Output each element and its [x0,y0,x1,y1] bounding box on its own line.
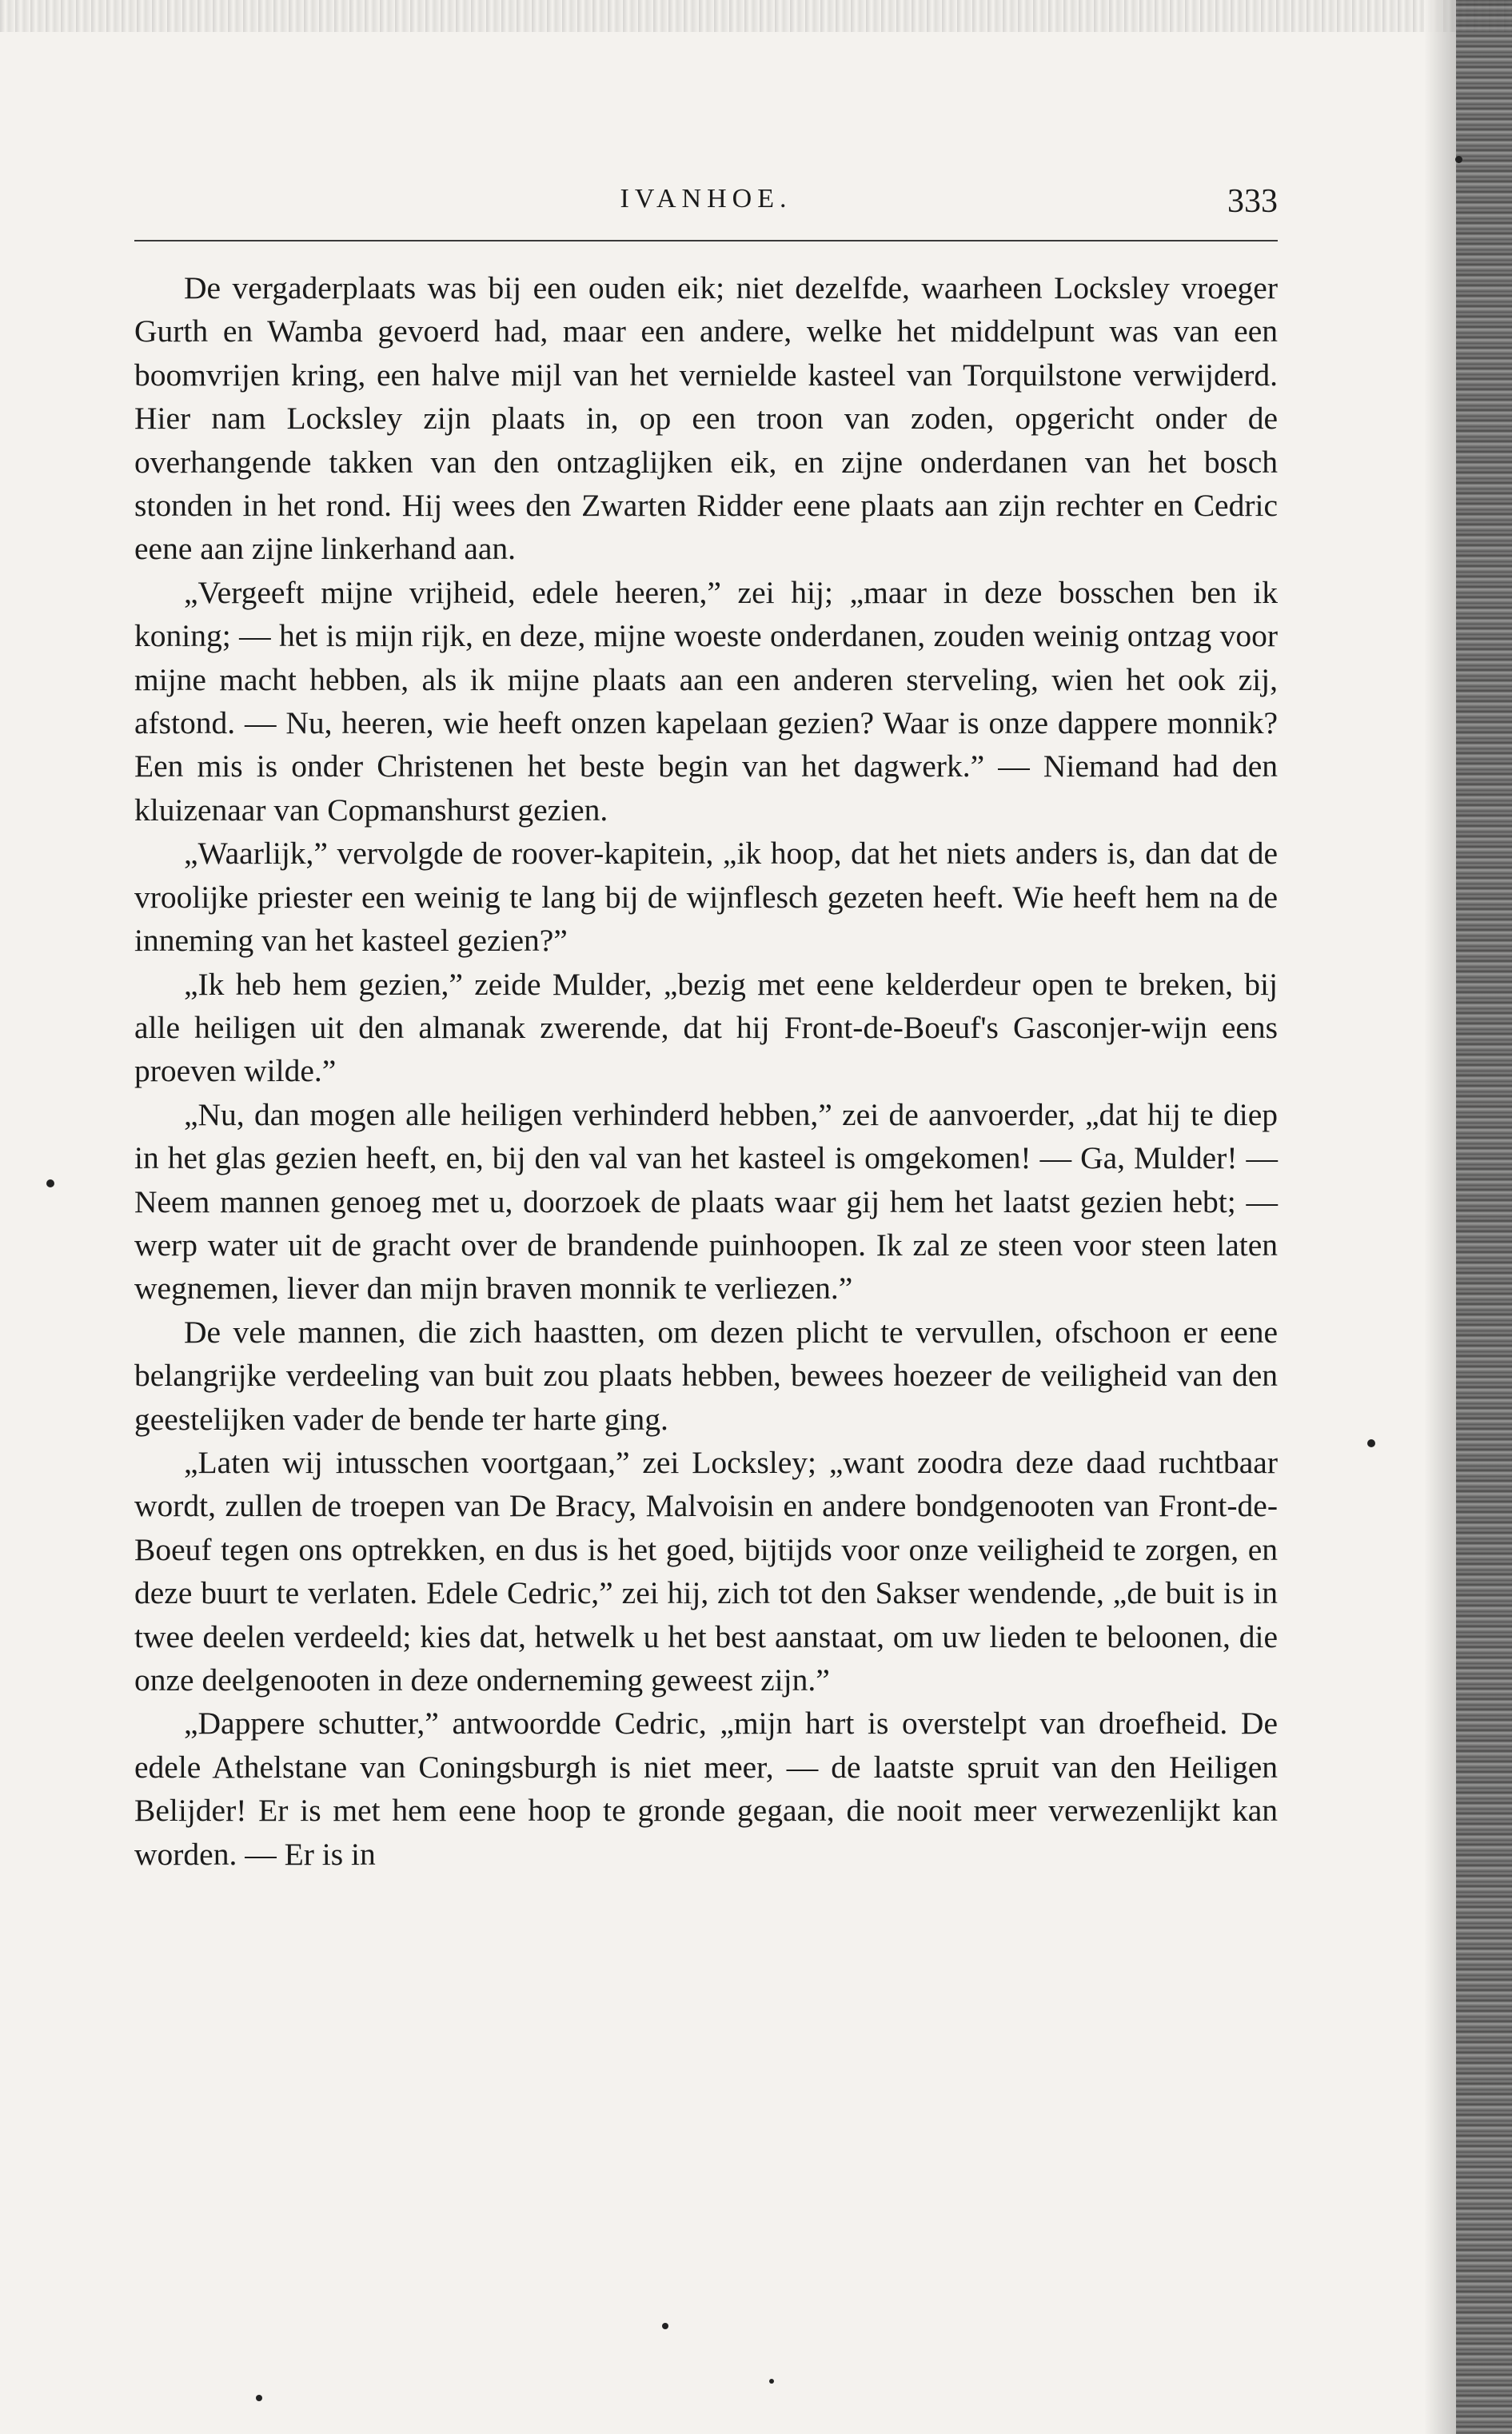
page-edge-shadow [1424,0,1456,2434]
ink-speck [256,2395,262,2401]
ink-speck [1455,156,1462,163]
paragraph: „Nu, dan mogen alle heiligen verhinderd hebben,” zei de aanvoerder, „dat hij te diep in het glas gezien heeft, en, bij den val van het kasteel is omgekomen! — Ga, Mulder! — Neem mannen genoeg met u, doorzoek de plaats waar gij hem het laatst gezien hebt; — werp water uit de gracht over de brandende puinhoopen. Ik zal ze steen voor steen laten wegnemen, liever dan mijn braven monnik te verliezen.” [134,1096,1278,1307]
page-number: 333 [1227,183,1278,220]
paragraph: „Dappere schutter,” antwoordde Cedric, „mijn hart is overstelpt van droefheid. De edele Athelstane van Coningsburgh is niet meer, — de laatste spruit van den Heiligen Belijder! Er is met hem eene hoop te gronde gegaan, die nooit meer verwezenlijkt kan worden. — Er is in [134,1706,1278,1872]
book-page-edge [1456,0,1512,2434]
paragraph: „Laten wij intusschen voortgaan,” zei Locksley; „want zoodra deze daad ruchtbaar wordt, zullen de troepen van De Bracy, Malvoisin en andere bondgenooten van Front-de-Boeuf tegen ons optrekken, en dus is het goed, bijtijds voor onze veiligheid te zorgen, en deze buurt te verlaten. Edele Cedric,” zei hij, zich tot den Sakser wendende, „de buit is in twee deelen verdeeld; kies dat, hetwelk u het best aanstaat, om uw lieden te beloonen, die onze deelgenooten in deze onderneming geweest zijn.” [134,1444,1278,1698]
paragraph: „Vergeeft mijne vrijheid, edele heeren,” zei hij; „maar in deze bosschen ben ik koning; — het is mijn rijk, en deze, mijne woeste onderdanen, zouden weinig ontzag voor mijne macht hebben, als ik mijne plaats aan een anderen sterveling, wien het ook zij, afstond. — Nu, heeren, wie heeft onzen kapelaan gezien? Waar is onze dappere monnik? Een mis is onder Christenen het beste begin van het dagwerk.” — Niemand had den kluizenaar van Copmanshurst gezien. [134,574,1278,828]
ink-speck [769,2379,774,2384]
page-header [134,178,1278,225]
paragraph: „Ik heb hem gezien,” zeide Mulder, „bezig met eene kelderdeur open te breken, bij alle heiligen uit den almanak zwerende, dat hij Front-de-Boeuf's Gasconjer-wijn eens proeven wilde.” [134,966,1278,1089]
paragraph: De vele mannen, die zich haastten, om dezen plicht te vervullen, ofschoon er eene belangrijke verdeeling van buit zou plaats hebben, bewees hoezeer de veiligheid van den geestelijken vader de bende ter harte ging. [134,1314,1278,1437]
paragraph: „Waarlijk,” vervolgde de roover-kapitein, „ik hoop, dat het niets anders is, dan dat de vroolijke priester een weinig te lang bij de wijnflesch gezeten heeft. Wie heeft hem na de inneming van het kasteel gezien?” [134,836,1278,959]
scan-top-noise [0,0,1512,32]
paragraph: De vergaderplaats was bij een ouden eik; niet dezelfde, waarheen Locksley vroeger Gurth en Wamba gevoerd had, maar een andere, welke het middelpunt was van een boomvrijen kring, een halve mijl van het vernielde kasteel van Torquilstone verwijderd. Hier nam Locksley zijn plaats in, op een troon van zoden, opgericht onder de overhangende takken van den ontzaglijken eik, en zijne onderdanen van het bosch stonden in het rond. Hij wees den Zwarten Ridder eene plaats aan zijn rechter en Cedric eene aan zijne linkerhand aan. [134,270,1278,567]
ink-speck [662,2323,668,2329]
running-title: IVANHOE. [620,184,792,213]
ink-speck [46,1179,54,1187]
ink-speck [1367,1439,1375,1447]
body-text [134,266,1278,1876]
header-rule [134,240,1278,241]
